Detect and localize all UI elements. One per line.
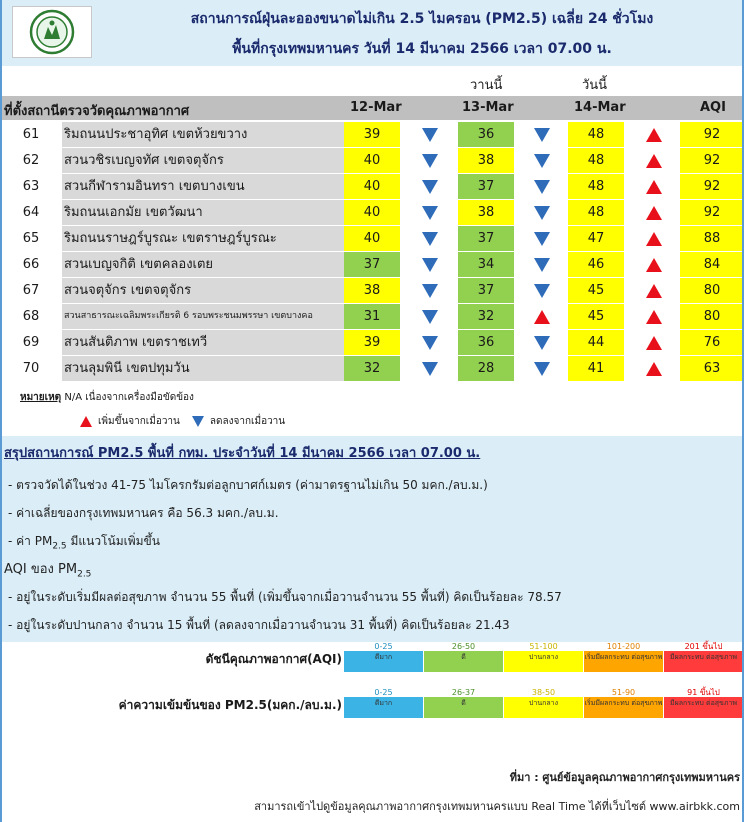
pm-scale-title: ค่าความเข้มข้นของ PM2.5(มคก./ลบ.ม.) xyxy=(118,698,342,712)
trend-prefix: - ค่า PM xyxy=(8,534,53,548)
down-arrow-icon xyxy=(514,174,570,199)
note xyxy=(20,390,194,405)
value-12-mar: 39 xyxy=(344,330,400,355)
value-14-mar: 41 xyxy=(568,356,624,381)
station-name: ริมถนนประชาอุทิศ เขตห้วยขวาง xyxy=(62,122,344,147)
trend-legend xyxy=(80,414,285,429)
table-row xyxy=(0,200,744,226)
up-arrow-icon xyxy=(626,356,682,381)
note-text: N/A เนื่องจากเครื่องมือขัดข้อง xyxy=(64,392,194,403)
aqi-heading xyxy=(4,558,91,580)
aqi-level-desc: ดี xyxy=(424,651,503,672)
aqi-scale-row xyxy=(0,642,744,672)
table-row xyxy=(0,304,744,330)
pm-range: 26-37 xyxy=(424,688,503,697)
aqi-value: 80 xyxy=(680,278,744,303)
page-title: สถานการณ์ฝุ่นละอองขนาดไม่เกิน 2.5 ไมครอน (PM2.5) เฉลี่ย 24 ชั่วโมง xyxy=(190,11,654,27)
value-12-mar: 40 xyxy=(344,174,400,199)
aqi-value: 88 xyxy=(680,226,744,251)
value-12-mar: 40 xyxy=(344,226,400,251)
up-arrow-icon xyxy=(626,122,682,147)
aqi-scale-box xyxy=(344,642,423,672)
down-arrow-icon xyxy=(402,174,458,199)
header-banner xyxy=(0,0,744,66)
value-13-mar: 38 xyxy=(458,148,514,173)
table-row xyxy=(0,174,744,200)
value-13-mar: 28 xyxy=(458,356,514,381)
aqi-value: 92 xyxy=(680,200,744,225)
aqi-value: 76 xyxy=(680,330,744,355)
up-arrow-icon xyxy=(514,304,570,329)
table-row xyxy=(0,122,744,148)
value-14-mar: 48 xyxy=(568,200,624,225)
aqi-scale-box xyxy=(664,642,743,672)
trend-sub: 2.5 xyxy=(52,541,67,552)
date1-header: 12-Mar xyxy=(350,100,402,115)
value-12-mar: 40 xyxy=(344,148,400,173)
station-name: สวนสาธารณะเฉลิมพระเกียรติ 6 รอบพระชนมพรรษา เขตบางคอ xyxy=(62,304,344,329)
down-arrow-icon xyxy=(514,330,570,355)
aqi-heading-text: AQI ของ PM xyxy=(4,562,78,577)
table-row xyxy=(0,252,744,278)
table-row xyxy=(0,356,744,382)
station-number: 62 xyxy=(0,148,62,173)
up-arrow-icon xyxy=(626,174,682,199)
station-name: สวนลุมพินี เขตปทุมวัน xyxy=(62,356,344,381)
trend-suffix: มีแนวโน้มเพิ่มขึ้น xyxy=(66,534,160,548)
pm-range: 38-50 xyxy=(504,688,583,697)
down-arrow-icon xyxy=(514,122,570,147)
aqi-range: 201 ขึ้นไป xyxy=(664,642,743,651)
aqi-scale-box xyxy=(584,642,663,672)
table-row xyxy=(0,278,744,304)
date2-header: 13-Mar xyxy=(462,100,514,115)
value-13-mar: 37 xyxy=(458,278,514,303)
pm-scale-box xyxy=(504,688,583,718)
down-arrow-icon xyxy=(514,252,570,277)
pm-range: 0-25 xyxy=(344,688,423,697)
value-13-mar: 36 xyxy=(458,122,514,147)
up-arrow-icon xyxy=(626,252,682,277)
bangkok-seal-icon xyxy=(12,6,92,58)
pm-scale-box xyxy=(584,688,663,718)
station-name: สวนเบญจกิติ เขตคลองเตย xyxy=(62,252,344,277)
pm-range: 91 ขึ้นไป xyxy=(664,688,743,697)
down-arrow-icon xyxy=(402,200,458,225)
pm-scale-box xyxy=(424,688,503,718)
down-arrow-icon xyxy=(514,226,570,251)
down-arrow-icon xyxy=(402,122,458,147)
pm-scale-box xyxy=(344,688,423,718)
aqi-level-desc: มีผลกระทบ ต่อสุขภาพ xyxy=(664,651,743,672)
value-14-mar: 46 xyxy=(568,252,624,277)
station-name: สวนกีฬารามอินทรา เขตบางเขน xyxy=(62,174,344,199)
date3-header: 14-Mar xyxy=(574,100,626,115)
aqi-value: 63 xyxy=(680,356,744,381)
value-14-mar: 44 xyxy=(568,330,624,355)
value-14-mar: 47 xyxy=(568,226,624,251)
station-name: สวนสันติภาพ เขตราชเทวี xyxy=(62,330,344,355)
value-13-mar: 37 xyxy=(458,174,514,199)
summary-aqi-line2: - อยู่ในระดับปานกลาง จำนวน 15 พื้นที่ (ลดลงจากเมื่อวานจำนวน 31 พื้นที่) คิดเป็นร้อยละ 21.43 xyxy=(8,618,510,632)
value-12-mar: 31 xyxy=(344,304,400,329)
table-row xyxy=(0,226,744,252)
value-13-mar: 37 xyxy=(458,226,514,251)
up-arrow-icon xyxy=(626,278,682,303)
down-arrow-icon xyxy=(514,278,570,303)
pm-range: 51-90 xyxy=(584,688,663,697)
legend-down-text: ลดลงจากเมื่อวาน xyxy=(209,416,286,427)
up-arrow-icon xyxy=(626,330,682,355)
pm-level-desc: เริ่มมีผลกระทบ ต่อสุขภาพ xyxy=(584,697,663,718)
source-text: ที่มา : ศูนย์ข้อมูลคุณภาพอากาศกรุงเทพมหานคร xyxy=(509,771,740,784)
value-12-mar: 32 xyxy=(344,356,400,381)
down-arrow-icon xyxy=(402,148,458,173)
pm-level-desc: ดี xyxy=(424,697,503,718)
down-arrow-icon xyxy=(514,356,570,381)
value-13-mar: 34 xyxy=(458,252,514,277)
value-12-mar: 38 xyxy=(344,278,400,303)
pm-scale-row xyxy=(0,688,744,718)
value-14-mar: 48 xyxy=(568,148,624,173)
station-number: 63 xyxy=(0,174,62,199)
aqi-value: 84 xyxy=(680,252,744,277)
down-arrow-icon xyxy=(514,200,570,225)
down-arrow-icon xyxy=(514,148,570,173)
aqi-range: 101-200 xyxy=(584,642,663,651)
station-number: 70 xyxy=(0,356,62,381)
down-arrow-icon xyxy=(192,416,204,427)
up-arrow-icon xyxy=(626,148,682,173)
station-number: 67 xyxy=(0,278,62,303)
up-arrow-icon xyxy=(626,200,682,225)
realtime-text: สามารถเข้าไปดูข้อมูลคุณภาพอากาศกรุงเทพมหานครแบบ Real Time ได้ที่เว็บไซต์ www.airbkk.com xyxy=(254,800,740,813)
aqi-level-desc: ดีมาก xyxy=(344,651,423,672)
pm-level-desc: ดีมาก xyxy=(344,697,423,718)
value-12-mar: 40 xyxy=(344,200,400,225)
station-number: 64 xyxy=(0,200,62,225)
aqi-value: 92 xyxy=(680,122,744,147)
station-name: สวนวชิรเบญจทัศ เขตจตุจักร xyxy=(62,148,344,173)
today-label: วันนี้ xyxy=(582,78,608,93)
value-14-mar: 48 xyxy=(568,174,624,199)
value-13-mar: 38 xyxy=(458,200,514,225)
value-13-mar: 32 xyxy=(458,304,514,329)
page-subtitle: พื้นที่กรุงเทพมหานคร วันที่ 14 มีนาคม 2566 เวลา 07.00 น. xyxy=(232,41,612,57)
value-14-mar: 48 xyxy=(568,122,624,147)
pm-level-desc: ปานกลาง xyxy=(504,697,583,718)
aqi-value: 92 xyxy=(680,174,744,199)
aqi-heading-sub: 2.5 xyxy=(77,569,92,580)
table-header xyxy=(0,96,744,120)
down-arrow-icon xyxy=(402,278,458,303)
aqi-level-desc: เริ่มมีผลกระทบ ต่อสุขภาพ xyxy=(584,651,663,672)
location-header: ที่ตั้งสถานีตรวจวัดคุณภาพอากาศ xyxy=(4,104,190,119)
station-number: 68 xyxy=(0,304,62,329)
station-name: สวนจตุจักร เขตจตุจักร xyxy=(62,278,344,303)
station-name: ริมถนนราษฎร์บูรณะ เขตราษฎร์บูรณะ xyxy=(62,226,344,251)
legend-up-text: เพิ่มขึ้นจากเมื่อวาน xyxy=(98,416,180,427)
aqi-scale-box xyxy=(424,642,503,672)
down-arrow-icon xyxy=(402,304,458,329)
value-12-mar: 39 xyxy=(344,122,400,147)
station-number: 65 xyxy=(0,226,62,251)
summary-aqi-line1: - อยู่ในระดับเริ่มมีผลต่อสุขภาพ จำนวน 55 พื้นที่ (เพิ่มขึ้นจากเมื่อวานจำนวน 55 พื้นที่) คิดเป็นร้อยละ 78.57 xyxy=(8,590,562,604)
aqi-range: 51-100 xyxy=(504,642,583,651)
value-14-mar: 45 xyxy=(568,304,624,329)
station-number: 69 xyxy=(0,330,62,355)
summary-line-range: - ตรวจวัดได้ในช่วง 41-75 ไมโครกรัมต่อลูกบาศก์เมตร (ค่ามาตรฐานไม่เกิน 50 มคก./ลบ.ม.) xyxy=(8,478,488,492)
value-14-mar: 45 xyxy=(568,278,624,303)
down-arrow-icon xyxy=(402,330,458,355)
value-13-mar: 36 xyxy=(458,330,514,355)
summary-line-average: - ค่าเฉลี่ยของกรุงเทพมหานคร คือ 56.3 มคก./ลบ.ม. xyxy=(8,506,279,520)
summary-title: สรุปสถานการณ์ PM2.5 พื้นที่ กทม. ประจำวันที่ 14 มีนาคม 2566 เวลา 07.00 น. xyxy=(4,446,481,461)
aqi-scale-box xyxy=(504,642,583,672)
down-arrow-icon xyxy=(402,356,458,381)
aqi-header: AQI xyxy=(700,100,726,115)
table-row xyxy=(0,330,744,356)
yesterday-label: วานนี้ xyxy=(470,78,503,93)
summary-line-trend xyxy=(8,532,160,551)
aqi-value: 92 xyxy=(680,148,744,173)
aqi-value: 80 xyxy=(680,304,744,329)
value-12-mar: 37 xyxy=(344,252,400,277)
aqi-scale-title: ดัชนีคุณภาพอากาศ(AQI) xyxy=(205,652,342,666)
down-arrow-icon xyxy=(402,252,458,277)
aqi-range: 0-25 xyxy=(344,642,423,651)
pm-level-desc: มีผลกระทบ ต่อสุขภาพ xyxy=(664,697,743,718)
table-row xyxy=(0,148,744,174)
aqi-range: 26-50 xyxy=(424,642,503,651)
up-arrow-icon xyxy=(80,416,92,427)
down-arrow-icon xyxy=(402,226,458,251)
up-arrow-icon xyxy=(626,226,682,251)
pm-scale-box xyxy=(664,688,743,718)
note-label: หมายเหตุ xyxy=(20,392,62,403)
station-number: 66 xyxy=(0,252,62,277)
aqi-level-desc: ปานกลาง xyxy=(504,651,583,672)
station-number: 61 xyxy=(0,122,62,147)
left-border xyxy=(0,0,2,822)
up-arrow-icon xyxy=(626,304,682,329)
station-name: ริมถนนเอกมัย เขตวัฒนา xyxy=(62,200,344,225)
